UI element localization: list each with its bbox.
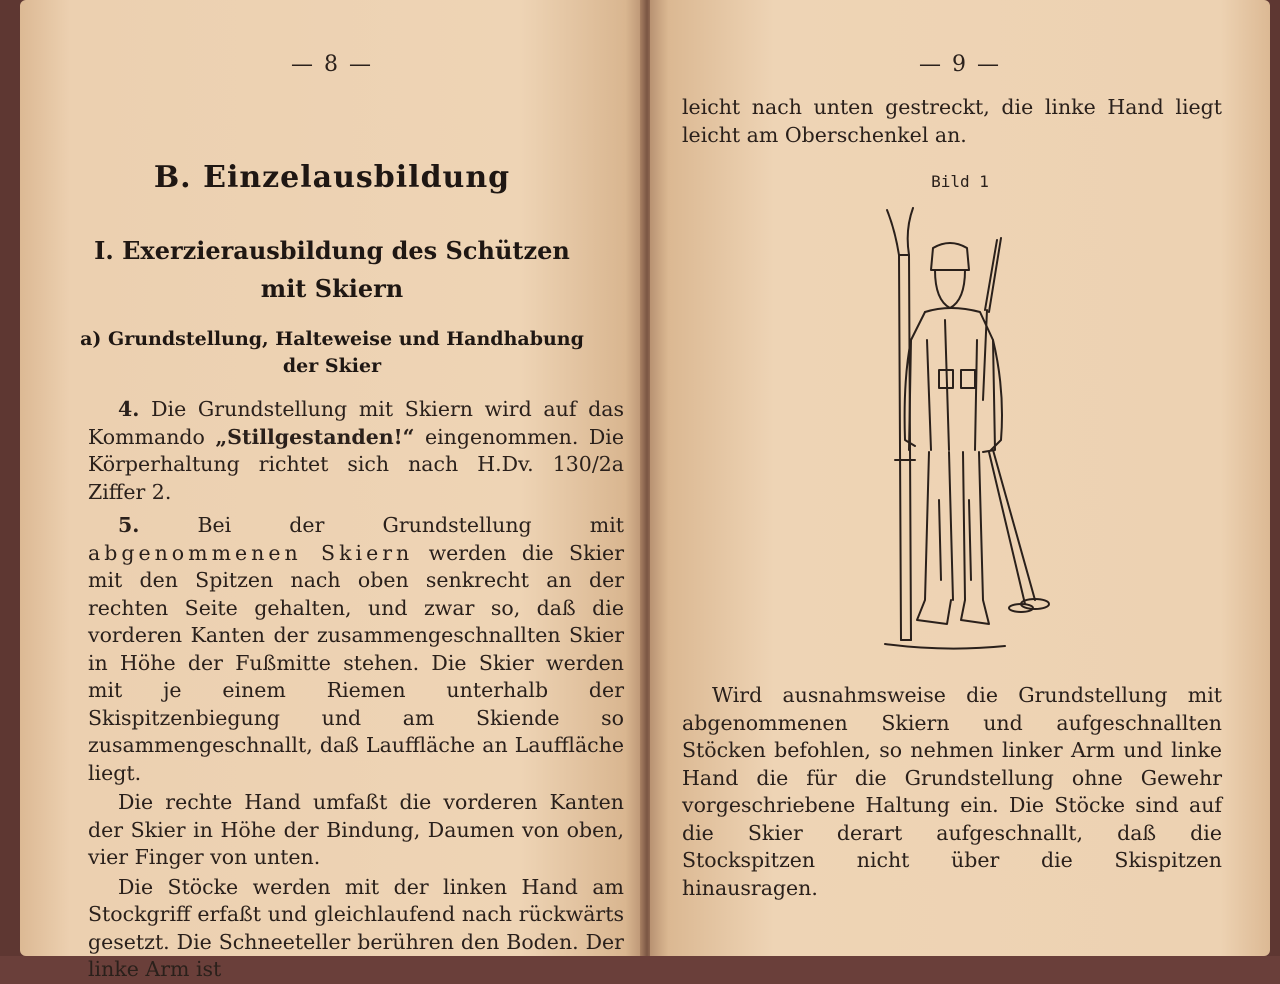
section-heading [20,232,644,308]
subsection-heading-line1: a) Grundstellung, Halteweise und Handhabung [80,328,584,350]
paragraph-4-text-a: Die Grundstellung mit Skiern wird auf das Kommando [88,397,624,449]
paragraph-hand: Die rechte Hand umfaßt die vorderen Kanten der Skier in Höhe der Bindung, Daumen von oben, vier Finger von unten. [88,790,624,869]
figure-caption: Bild 1 [931,172,989,191]
paragraph-stoecke: Die Stöcke werden mit der linken Hand am Stockgriff erfaßt und gleichlaufend nach rückwärts gesetzt. Die Schneeteller berühren den Boden. Der linke Arm ist [88,874,624,981]
page-number-right: — 9 — [919,52,1001,77]
paragraph-5-number: 5. [118,513,140,537]
right-top-text [682,94,1222,149]
continuation-paragraph: leicht nach unten gestreckt, die linke Hand liegt leicht am Oberschenkel an. [682,95,1222,147]
soldier-figure-icon [865,200,1075,665]
paragraph-4-command: „Stillgestanden!“ [215,424,415,449]
left-body-text [88,396,624,984]
paragraph-4 [88,396,624,506]
paragraph-ausnahmsweise: Wird ausnahmsweise die Grundstellung mit abgenommenen Skiern und aufgeschnallten Stöcken befohlen, so nehmen linker Arm und linke Hand die für die Grundstellung ohne Gewehr vorgeschriebene Haltung ein. Die Stöcke sind auf die Skier derart aufgeschnallt, daß die Stockspitzen nicht über die Skispitzen hinausragen. [682,683,1222,900]
left-page [20,0,644,981]
paragraph-5-emphasis: abgenommenen Skiern [88,540,414,565]
right-page [650,0,1270,956]
paragraph-4-number: 4. [118,397,140,421]
section-heading-line2: mit Skiern [260,274,404,303]
subsection-heading [20,326,644,380]
main-heading: B. Einzelausbildung [153,160,511,195]
paragraph-5-text-b: werden die Skier mit den Spitzen nach oben senkrecht an der rechten Seite gehalten, und zwar so, daß die vorderen Kanten der zusammengeschnallten Skier in Höhe der Fußmitte stehen. Die Skier werden mit je einem Riemen unterhalb der Skispitzenbiegung und am Skiende so zusammengeschnallt, daß Lauffläche an Lauffläche liegt. [88,540,624,785]
subsection-heading-line2: der Skier [282,355,382,377]
right-bottom-text [682,682,1222,902]
section-heading-line1: I. Exerzierausbildung des Schützen [94,236,570,265]
soldier-with-skis-illustration [865,200,1075,665]
page-number-left: — 8 — [291,52,373,77]
paragraph-5 [88,512,624,787]
paragraph-4-text-b: eingenommen. Die Körperhaltung richtet sich nach H.Dv. 130/2a Ziffer 2. [88,424,624,504]
paragraph-5-text-a: Bei der Grundstellung mit [197,513,624,537]
